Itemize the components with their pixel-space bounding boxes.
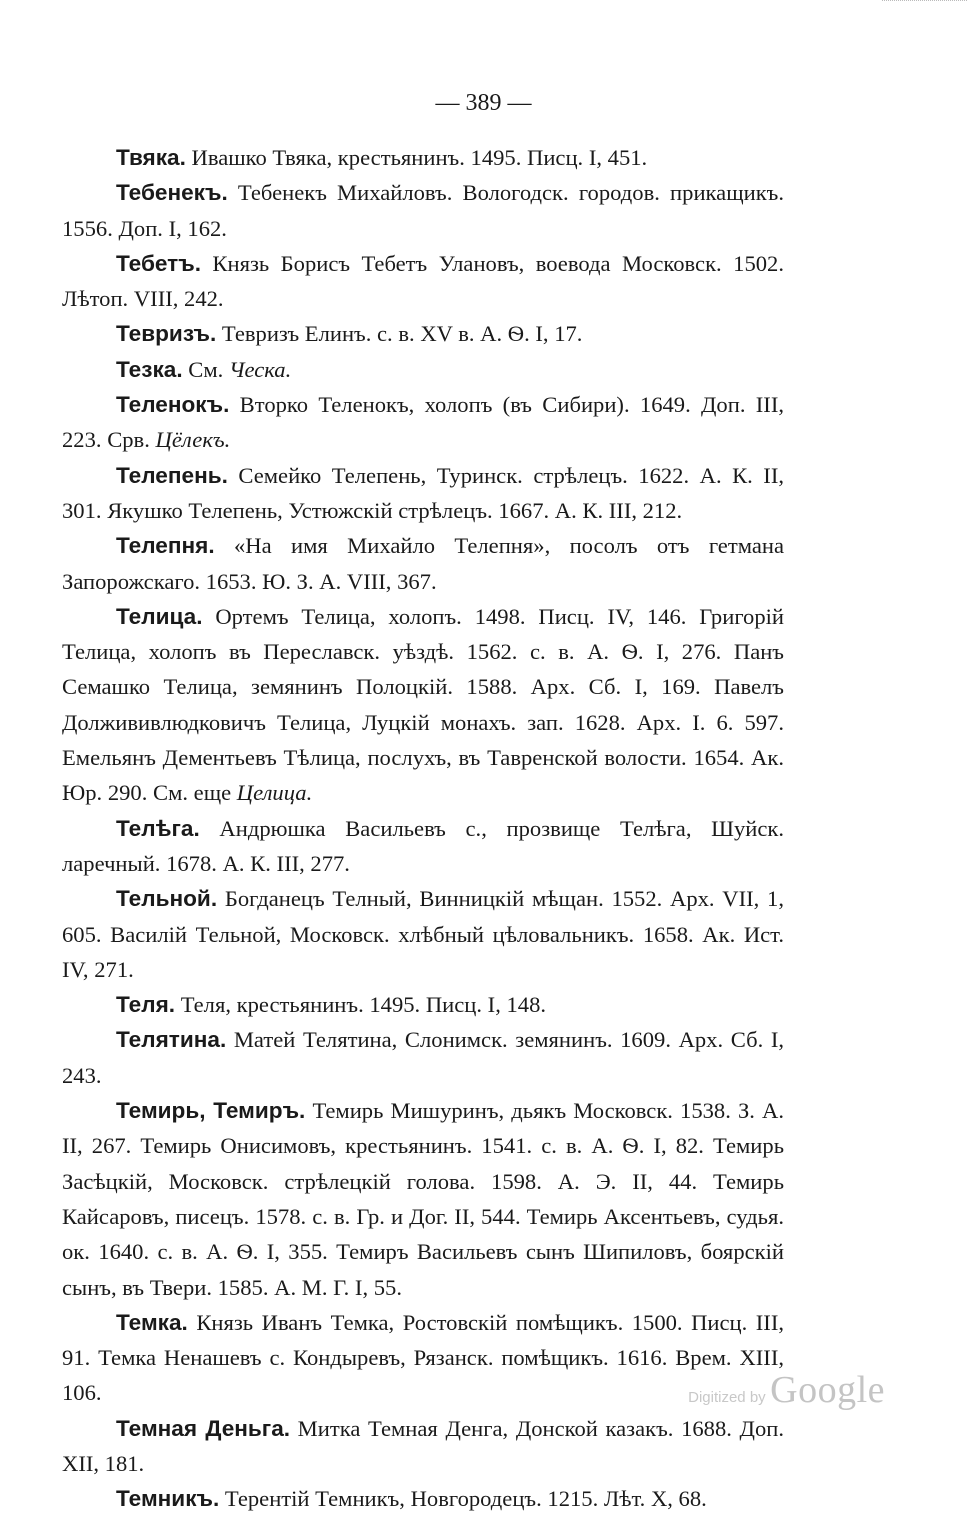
scan-edge-mark: [882, 0, 967, 5]
cross-reference: Целица.: [236, 780, 313, 806]
entry: [62, 1481, 784, 1516]
entry: [62, 140, 784, 175]
headword: Телѣга.: [116, 815, 200, 841]
google-logo: Google: [770, 1369, 885, 1411]
headword: Теля.: [116, 992, 176, 1018]
entry-text: Терентій Темникъ, Новгородецъ. 1215. Лѣт. X, 68.: [219, 1486, 707, 1512]
entry-text: Ортемъ Телица, холопъ. 1498. Писц. IV, 146. Григорій Телица, холопъ въ Переславск. уѣздѣ. 1562. с. в. А. Ѳ. I, 276. Панъ Семашко Телица, земянинъ Полоцкій. 1588. Арх. Сб. I, 169. Павелъ Должививлюдковичъ Телица, Луцкій монахъ. зап. 1628. Арх. I. 6. 597. Емельянъ Дементьевъ Тѣлица, послухъ, въ Тавренской волости. 1654. Ак. Юр. 290. См. еще: [62, 603, 784, 806]
page-number: — 389 —: [435, 90, 532, 116]
headword: Теленокъ.: [116, 392, 230, 418]
entry: [62, 881, 784, 987]
entry: [62, 175, 784, 246]
entry: [62, 458, 784, 529]
headword: Темная Деньга.: [116, 1415, 291, 1441]
entry: [62, 352, 784, 387]
headword: Твяка.: [116, 145, 186, 170]
headword: Темка.: [116, 1309, 188, 1335]
entry-text: «На имя Михайло Телепня», посолъ отъ гетмана Запорожскаго. 1653. Ю. З. А. VIII, 367.: [62, 533, 784, 594]
entry-text: Князь Иванъ Темка, Ростовскій помѣщикъ. 1500. Писц. III, 91. Темка Ненашевъ с. Кондыревъ, Рязанск. помѣщикъ. 1616. Врем. XIII, 106.: [62, 1309, 784, 1406]
entry-text: Князь Борисъ Тебетъ Улановъ, воевода Московск. 1502. Лѣтоп. VIII, 242.: [62, 250, 784, 312]
entry-text: Теля, крестьянинъ. 1495. Писц. I, 148.: [175, 992, 547, 1018]
cross-reference: Ческа.: [228, 356, 292, 382]
headword: Тельной.: [116, 886, 218, 912]
entry-text: Матей Телятина, Слонимск. земянинъ. 1609. Арх. Сб. I, 243.: [62, 1027, 784, 1088]
headword: Телепень.: [116, 462, 228, 488]
entry: [62, 1305, 784, 1411]
headword: Тебетъ.: [116, 250, 201, 276]
cross-reference: Цёлекъ.: [155, 427, 231, 453]
entry: [62, 987, 784, 1022]
entry-text: Тебенекъ Михайловъ. Вологодск. городов. прикащикъ. 1556. Доп. I, 162.: [62, 180, 784, 241]
entry-text: Ивашко Твяка, крестьянинъ. 1495. Писц. I, 451.: [185, 145, 648, 170]
digitized-watermark: [688, 1368, 885, 1412]
entry-text: Тевризъ Елинъ. с. в. XV в. А. Ѳ. I, 17.: [216, 321, 583, 347]
entry-text: Вторко Теленокъ, холопъ (въ Сибири). 1649. Доп. III, 223. Срв.: [62, 392, 784, 453]
entry: [62, 246, 784, 317]
headword: Телица.: [116, 603, 203, 629]
entry-text: Темирь Мишуринъ, дьякъ Московск. 1538. З. А. II, 267. Темирь Онисимовъ, крестьянинъ. 1541. с. в. А. Ѳ. I, 82. Темирь Засѣцкій, Московск. стрѣлецкій голова. 1598. А. Э. II, 44. Темирь Кайсаровъ, писецъ. 1578. с. в. Гр. и Дог. II, 544. Темирь Аксентьевъ, судья. ок. 1640. с. в. А. Ѳ. I, 355. Темиръ Васильевъ сынъ Шипиловъ, боярскій сынъ, въ Твери. 1585. А. М. Г. I, 55.: [62, 1098, 784, 1300]
entry: [62, 811, 784, 882]
entry: [62, 1093, 784, 1305]
entry-text: Семейко Телепень, Туринск. стрѣлецъ. 1622. А. К. II, 301. Якушко Телепень, Устюжскій стрѣлецъ. 1667. А. К. III, 212.: [62, 462, 784, 523]
headword: Телятина.: [116, 1027, 227, 1053]
entry: [62, 1022, 784, 1093]
dictionary-body: [62, 140, 784, 1517]
entry: [62, 599, 784, 811]
entry-text: Андрюшка Васильевъ с., прозвище Телѣга, Шуйск. ларечный. 1678. А. К. III, 277.: [62, 815, 784, 876]
entry: [62, 528, 784, 599]
entry-text: Митка Темная Денга, Донской казакъ. 1688. Доп. XII, 181.: [62, 1415, 784, 1476]
headword: Тезка.: [116, 356, 183, 382]
headword: Тевризъ.: [116, 321, 217, 347]
entry: [62, 387, 784, 458]
watermark-caption: Digitized by: [688, 1389, 766, 1406]
headword: Темникъ.: [116, 1486, 220, 1512]
headword: Телепня.: [116, 533, 215, 559]
entry: [62, 316, 784, 351]
headword: Тебенекъ.: [116, 180, 228, 206]
entry-text: См.: [182, 356, 229, 382]
entry: [62, 1411, 784, 1482]
entry-text: Богданецъ Телный, Винницкій мѣщан. 1552. Арх. VII, 1, 605. Василій Тельной, Московск. хлѣбный цѣловальникъ. 1658. Ак. Ист. IV, 271.: [62, 886, 784, 982]
headword: Темирь, Темиръ.: [116, 1098, 306, 1124]
